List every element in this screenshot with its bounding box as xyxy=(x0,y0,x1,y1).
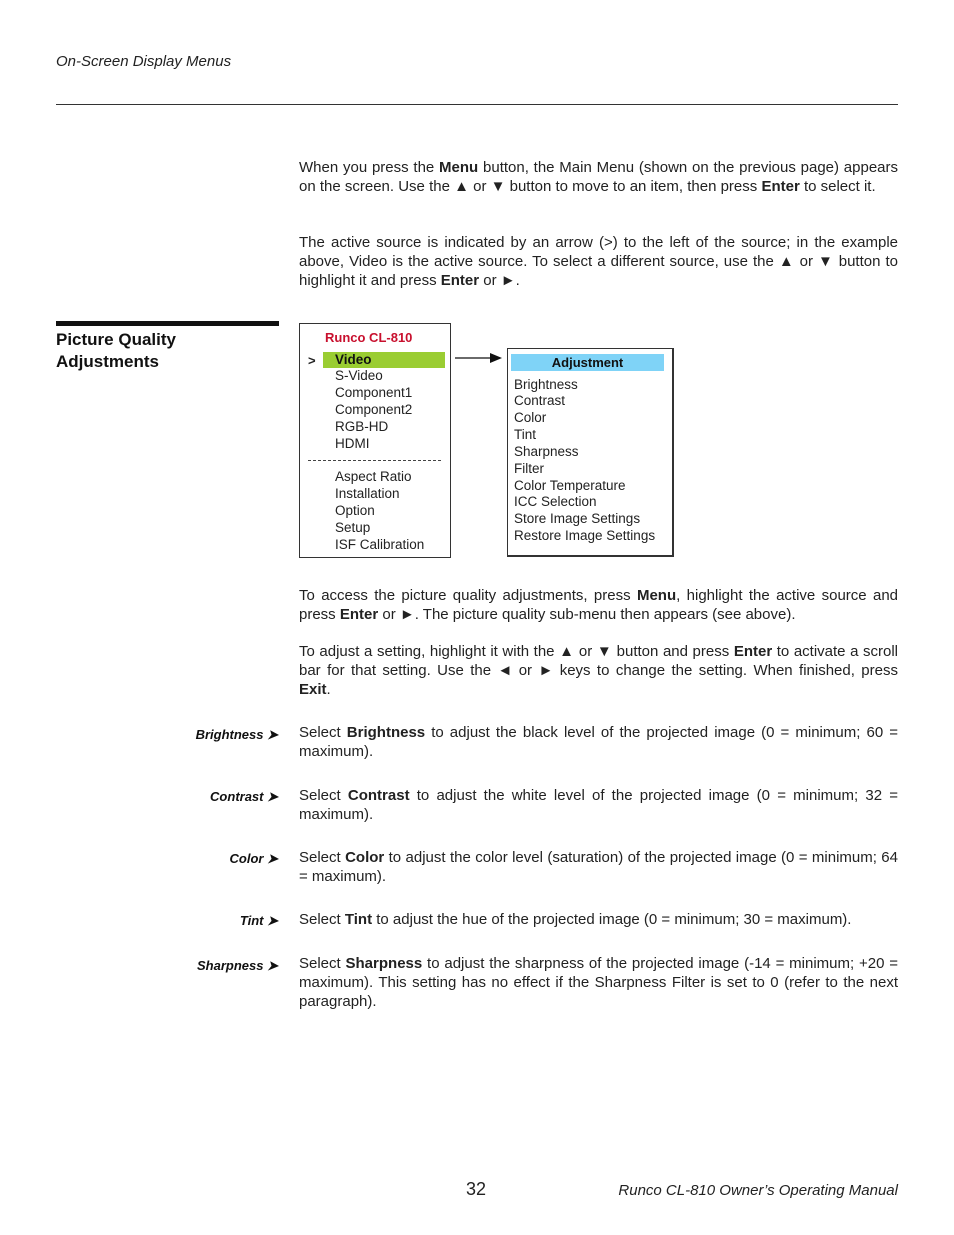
sharpness-side-label: Sharpness ➤ xyxy=(197,958,278,973)
intro-p1-text-c: to select it. xyxy=(799,178,876,195)
contrast-bold: Contrast xyxy=(347,787,410,804)
footer-manual-title: Runco CL-810 Owner’s Operating Manual xyxy=(618,1182,898,1199)
access-p1-bold-enter: Enter xyxy=(339,606,379,623)
header-rule xyxy=(56,104,898,105)
access-p2-text-c: . xyxy=(326,681,331,698)
adjustment-item: Tint xyxy=(514,427,537,442)
access-p1-text-c: or ►. The picture quality sub-menu then appears (see above). xyxy=(378,606,796,623)
contrast-text-a: Select xyxy=(299,787,348,804)
menu-option-item: Option xyxy=(335,503,375,518)
color-description xyxy=(299,848,898,886)
tint-bold: Tint xyxy=(344,911,373,928)
contrast-description xyxy=(299,786,898,824)
intro-p2-text-a: The active source is indicated by an arrow (>) to the left of the source; in the example above, Video is the active source. To select a different source, use the ▲ or ▼ button to highlight it and press xyxy=(299,234,898,289)
color-text-b: to adjust the color level (saturation) of the projected image (0 = minimum; 64 = maximum). xyxy=(299,849,898,885)
menu-source-item: Component2 xyxy=(335,402,413,417)
menu-option-item: Aspect Ratio xyxy=(335,469,412,484)
section-heading-line-2: Adjustments xyxy=(56,352,159,371)
adjustment-item: Brightness xyxy=(514,377,578,392)
color-text-a: Select xyxy=(299,849,346,866)
brightness-description xyxy=(299,723,898,761)
submenu-arrow-icon xyxy=(454,351,504,365)
contrast-text-b: to adjust the white level of the projected image (0 = minimum; 32 = maximum). xyxy=(299,787,898,823)
access-p1-text-a: To access the picture quality adjustments, press xyxy=(299,587,637,604)
adjustment-menu-title: Adjustment xyxy=(551,355,624,370)
brightness-text-a: Select xyxy=(299,724,347,741)
access-p1-bold-menu: Menu xyxy=(636,587,677,604)
brightness-text-b: to adjust the black level of the projected image (0 = minimum; 60 = maximum). xyxy=(299,724,898,760)
menu-option-item: ISF Calibration xyxy=(335,537,425,552)
running-header: On-Screen Display Menus xyxy=(56,53,232,70)
adjustment-item: ICC Selection xyxy=(514,494,597,509)
sharpness-description xyxy=(299,954,898,1011)
intro-p1-text-b: button, the Main Menu (shown on the previous page) appears on the screen. Use the ▲ or ▼ button to move to an item, then press xyxy=(299,159,898,195)
tint-text-b: to adjust the hue of the projected image (0 = minimum; 30 = maximum). xyxy=(372,911,852,928)
active-source-marker: > xyxy=(308,353,316,368)
menu-option-item: Setup xyxy=(335,520,371,535)
adjustment-item: Restore Image Settings xyxy=(514,528,656,543)
access-paragraph-2 xyxy=(299,642,898,699)
adjustment-item: Filter xyxy=(514,461,544,476)
intro-p1-bold-enter: Enter xyxy=(761,178,800,195)
intro-p1-bold-menu: Menu xyxy=(439,159,479,176)
tint-description xyxy=(299,910,898,929)
menu-divider xyxy=(308,460,441,461)
intro-paragraph-2 xyxy=(299,233,898,290)
section-heading xyxy=(56,329,176,373)
page-number: 32 xyxy=(466,1179,487,1199)
adjustment-menu-diagram xyxy=(507,348,674,557)
access-p2-text-a: To adjust a setting, highlight it with the ▲ or ▼ button and press xyxy=(299,643,734,660)
main-menu-title: Runco CL-810 xyxy=(325,330,413,345)
intro-p2-bold-enter: Enter xyxy=(440,272,480,289)
menu-source-item: RGB-HD xyxy=(335,419,389,434)
adjustment-item: Color xyxy=(514,410,547,425)
adjustment-item: Contrast xyxy=(514,393,566,408)
brightness-bold: Brightness xyxy=(346,724,426,741)
tint-text-a: Select xyxy=(299,911,345,928)
contrast-side-label: Contrast ➤ xyxy=(210,789,278,804)
intro-p1-text-a: When you press the xyxy=(299,159,440,176)
adjustment-item: Store Image Settings xyxy=(514,511,641,526)
sharpness-text-a: Select xyxy=(299,955,346,972)
sharpness-bold: Sharpness xyxy=(345,955,423,972)
menu-source-item: S-Video xyxy=(335,368,383,383)
access-p2-bold-enter: Enter xyxy=(733,643,773,660)
selected-source-label: Video xyxy=(335,352,372,367)
color-bold: Color xyxy=(345,849,385,866)
menu-option-item: Installation xyxy=(335,486,400,501)
access-paragraph-1 xyxy=(299,586,898,624)
adjustment-item: Color Temperature xyxy=(514,478,626,493)
intro-paragraph-1 xyxy=(299,158,898,196)
tint-side-label: Tint ➤ xyxy=(239,913,278,928)
main-menu-diagram xyxy=(299,323,451,558)
access-p2-bold-exit: Exit xyxy=(299,681,327,698)
sharpness-text-b: to adjust the sharpness of the projected image (-14 = minimum; +20 = maximum). This setting has no effect if the Sharpness Filter is set to 0 (refer to the next paragraph). xyxy=(299,955,898,1010)
adjustment-item: Sharpness xyxy=(514,444,579,459)
color-side-label: Color ➤ xyxy=(229,851,278,866)
section-heading-bar xyxy=(56,321,279,326)
access-p2-text-b: to activate a scroll bar for that setting. Use the ◄ or ► keys to change the setting. When finished, press xyxy=(299,643,899,679)
brightness-side-label: Brightness ➤ xyxy=(195,727,278,742)
menu-source-item: Component1 xyxy=(335,385,413,400)
intro-p2-text-b: or ►. xyxy=(479,272,520,289)
section-heading-line-1: Picture Quality xyxy=(56,330,176,349)
access-p1-text-b: , highlight the active source and press xyxy=(299,587,899,623)
menu-source-item: HDMI xyxy=(335,436,370,451)
